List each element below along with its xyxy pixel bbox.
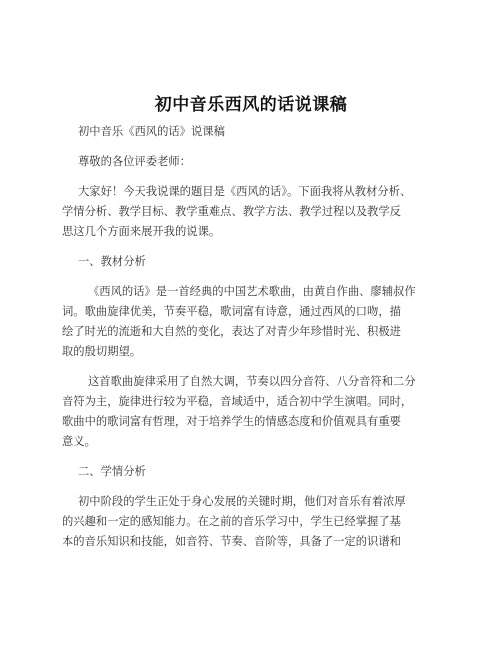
- paragraph-line: 音符为主，旋律进行较为平稳，音域适中，适合初中学生演唱。同时，: [62, 395, 413, 408]
- paragraph-line: 取的殷切期望。: [62, 345, 142, 358]
- paragraph-line: 大家好！今天我说课的题目是《西风的话》。下面我将从教材分析、: [78, 185, 412, 198]
- paragraph-line: 绘了时光的流逝和大自然的变化，表达了对青少年珍惜时光、积极进: [62, 325, 401, 338]
- paragraph-line: 思这几个方面来展开我的说课。: [62, 225, 221, 238]
- document-title: 初中音乐西风的话说课稿: [154, 95, 348, 115]
- paragraph-line: 学情分析、教学目标、教学重难点、教学方法、教学过程以及教学反: [62, 205, 401, 218]
- section-heading: 二、学情分析: [78, 465, 146, 478]
- subtitle-line: 初中音乐《西风的话》说课稿: [78, 125, 225, 138]
- paragraph-line: 歌曲中的歌词富有哲理，对于培养学生的情感态度和价值观具有重要: [62, 415, 401, 428]
- section-heading: 一、教材分析: [78, 255, 146, 268]
- paragraph-line: 《西风的话》是一首经典的中国艺术歌曲，由黄自作曲、廖辅叔作: [88, 285, 416, 298]
- paragraph-line: 的兴趣和一定的感知能力。在之前的音乐学习中，学生已经掌握了基: [62, 515, 401, 528]
- paragraph-line: 意义。: [62, 435, 96, 448]
- greeting-line: 尊敬的各位评委老师：: [78, 155, 191, 168]
- paragraph-line: 这首歌曲旋律采用了自然大调，节奏以四分音符、八分音符和二分: [88, 375, 416, 388]
- paragraph-line: 词。歌曲旋律优美，节奏平稳，歌词富有诗意，通过西风的口吻，描: [62, 305, 401, 318]
- paragraph-line: 本的音乐知识和技能，如音符、节奏、音阶等，具备了一定的识谱和: [62, 535, 401, 548]
- paragraph-line: 初中阶段的学生正处于身心发展的关键时期，他们对音乐有着浓厚: [78, 495, 406, 508]
